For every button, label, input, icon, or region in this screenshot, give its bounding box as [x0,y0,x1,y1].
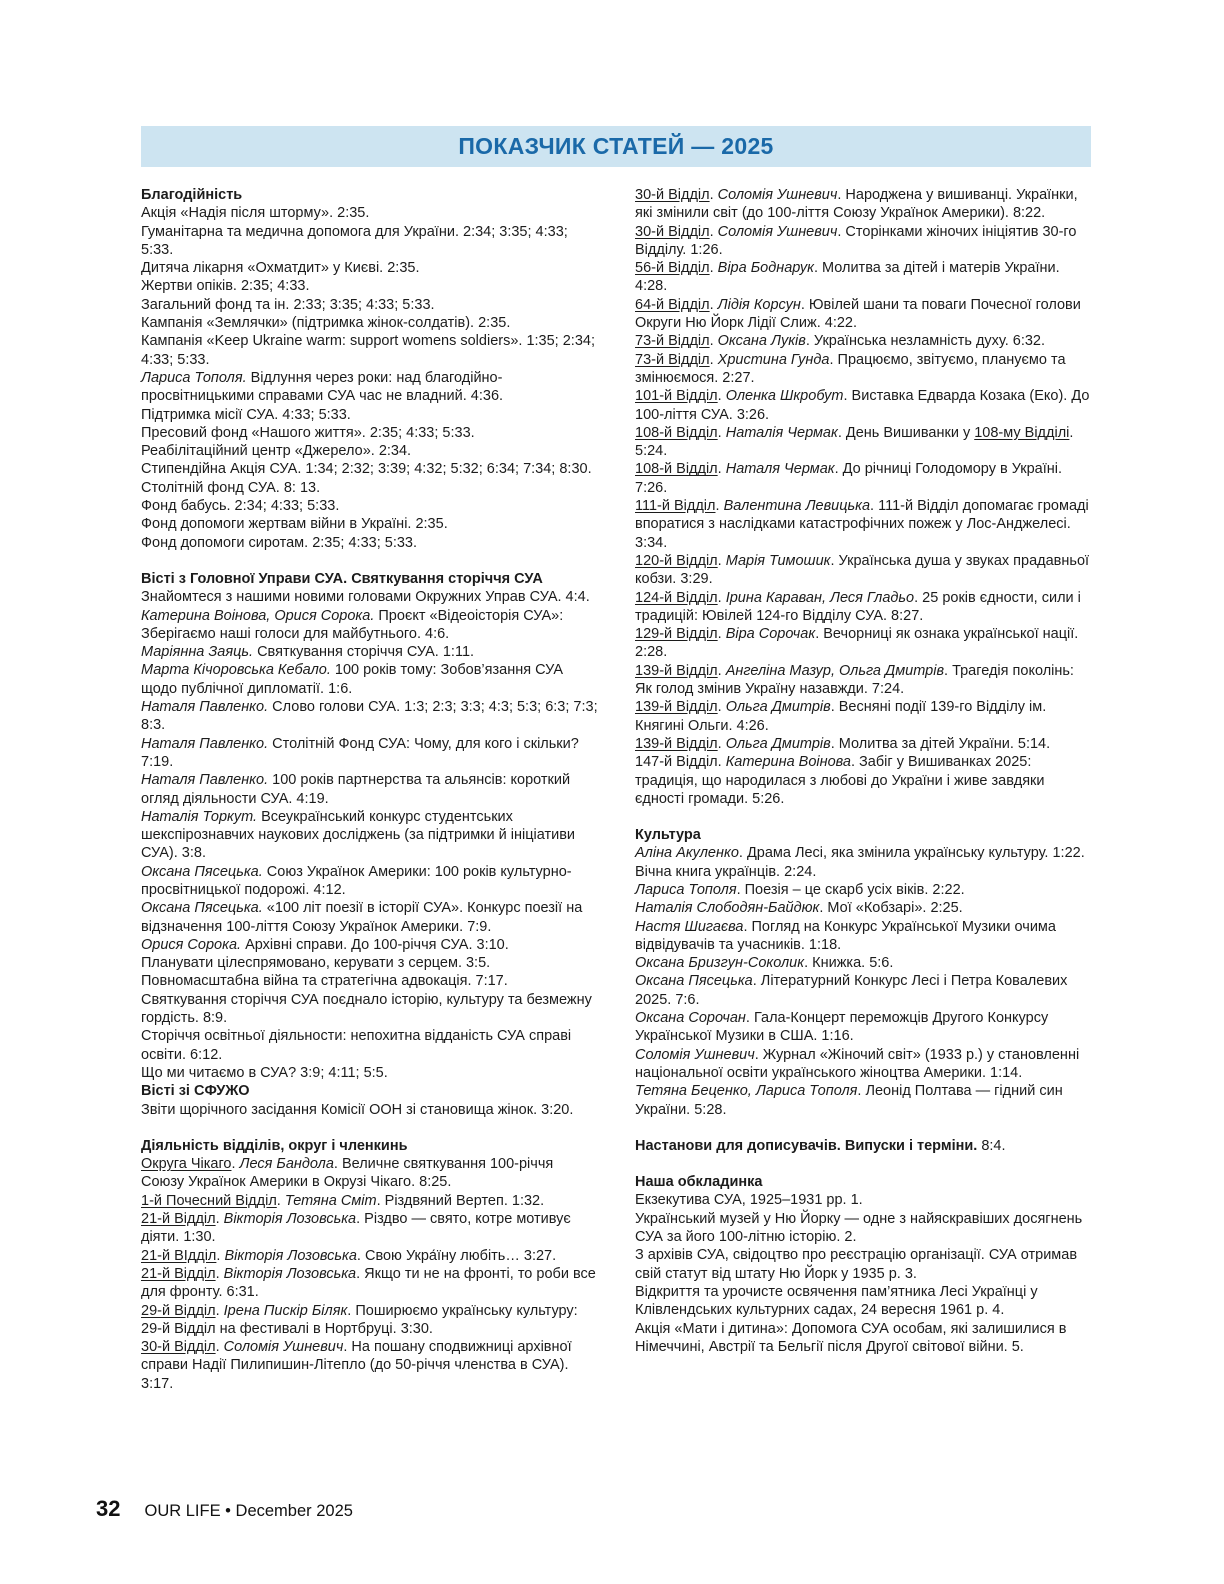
index-entry: 21-й Відділ. Вікторія Лозовська. Різдво — свято, котре мотивує діяти. 1:30. [141,1211,571,1246]
index-entry: 139-й Відділ. Ольга Дмитрів. Весняні події 139-го Відділу ім. Княгині Ольги. 4:26. [635,699,1047,734]
page-title: ПОКАЗЧИК СТАТЕЙ — 2025 [458,133,774,159]
index-title-banner [141,126,1091,167]
index-entry: 64-й Відділ. Лідія Корсун. Ювілей шани та поваги Почесної голови Округи Ню Йорк Лідії Слиж. 4:22. [635,296,1081,332]
index-entry: Лариса Тополя. Відлуння через роки: над благодійно-просвітницькими справами СУА час не владний. 4:36. [141,369,504,405]
index-entry: Підтримка місії СУА. 4:33; 5:33. [141,406,351,423]
index-entry: 139-й Відділ. Ольга Дмитрів. Молитва за дітей України. 5:14. [635,735,1051,752]
index-entry: Катерина Воінова, Орися Сорока. Проєкт «Відеоісторія СУА»: Зберігаємо наші голоси для майбутнього. 4:6. [141,607,564,642]
index-entry: Оксана Пясецька. Союз Українок Америки: 100 років культурно-просвітницької подорожі. 4:12. [141,863,572,898]
section-heading: Діяльність відділів, округ і членкинь [141,1137,408,1154]
index-entry: 30-й Відділ. Соломія Ушневич. Народжена у вишиванці. Українки, які змінили світ (до 100-ліття Союзу Українок Америки). 8:22. [635,187,1078,222]
index-column-left [141,186,599,1393]
page-footer [96,1496,353,1522]
index-entry: 147-й Відділ. Катерина Воінова. Забіг у Вишиванках 2025: традиція, що народилася з любові до України і живе завдяки єдності громади. 5:26. [635,754,1045,807]
index-entry: 56-й Відділ. Віра Боднарук. Молитва за дітей і матерів України. 4:28. [635,260,1060,295]
index-entry: 29-й Відділ. Ірена Пискір Біляк. Поширюємо українську культуру: 29-й Відділ на фестивалі в Нортбруці. 3:30. [141,1302,578,1337]
index-columns [141,186,1093,1393]
index-entry: 21-й Відділ. Вікторія Лозовська. Якщо ти не на фронті, то роби все для фронту. 6:31. [141,1265,596,1301]
index-entry: Столітній фонд СУА. 8: 13. [141,479,321,496]
index-entry: Акція «Надія після шторму». 2:35. [141,205,370,222]
index-entry: Акція «Мати і дитина»: Допомога СУА особам, які залишилися в Німеччині, Австрії та Бельгії після Другої світової війни. 5. [635,1320,1067,1355]
index-entry: 111-й Відділ. Валентина Левицька. 111-й Відділ допомагає громаді впоратися з наслідками катастрофічних пожеж у Лос-Анджелесі. 3:34. [635,498,1089,551]
index-entry: Наталія Торкут. Всеукраїнський конкурс студентських шекспірознавчих наукових досліджень (за підтримки й ініціативи СУА). 3:8. [141,808,576,862]
index-entry: Фонд бабусь. 2:34; 4:33; 5:33. [141,498,340,515]
index-section [141,1082,599,1119]
index-entry: Фонд допомоги сиротам. 2:35; 4:33; 5:33. [141,534,418,551]
index-entry: 124-й Відділ. Ірина Караван, Леся Гладьо. 25 років єдности, сили і традицій: Ювілей 124-го Відділу СУА. 8:27. [635,589,1081,624]
index-entry: Оксана Пясецька. Літературний Конкурс Лесі і Петра Ковалевих 2025. 7:6. [635,973,1068,1008]
index-section [141,186,599,552]
index-entry: Екзекутива СУА, 1925–1931 рр. 1. [635,1192,863,1209]
index-entry: Оксана Бризгун-Соколик. Книжка. 5:6. [635,955,894,972]
index-entry: Маріянна Заяць. Святкування сторіччя СУА. 1:11. [141,644,475,661]
index-entry: Святкування сторіччя СУА поєднало історію, культуру та безмежну гордість. 8:9. [141,991,592,1027]
issue-label: OUR LIFE • December 2025 [144,1502,353,1520]
index-entry: Що ми читаємо в СУА? 3:9; 4:11; 5:5. [141,1064,388,1081]
section-heading: Вісті з Головної Управи СУА. Святкування сторіччя СУА [141,570,543,587]
index-entry: Настя Шигаєва. Погляд на Конкурс Української Музики очима відвідувачів та учасників. 1:18. [635,918,1056,953]
index-entry: 139-й Відділ. Ангеліна Мазур, Ольга Дмитрів. Трагедія поколінь: Як голод змінив Україну назавжди. 7:24. [635,662,1074,698]
index-entry: Фонд допомоги жертвам війни в Україні. 2:35. [141,516,448,533]
index-entry: 1-й Почесний Відділ. Тетяна Сміт. Різдвяний Вертеп. 1:32. [141,1192,545,1209]
index-entry: Наталія Слободян-Байдюк. Мої «Кобзарі». 2:25. [635,900,963,917]
index-entry: Оксана Пясецька. «100 літ поезії в історії СУА». Конкурс поезії на відзначення 100-ліття Союзу Українок Америки. 7:9. [141,900,583,935]
index-entry: Відкриття та урочисте освячення пам’ятника Лесі Українці у Клівлендських культурних садах, 24 вересня 1961 р. 4. [635,1283,1038,1319]
index-entry: Загальний фонд та ін. 2:33; 3:35; 4:33; 5:33. [141,296,435,313]
index-entry: 30-й Відділ. Соломія Ушневич. Сторінками жіночих ініціятив 30-го Відділу. 1:26. [635,223,1077,258]
index-section [635,826,1093,1119]
index-entry: Кампанія «Землячки» (підтримка жінок-солдатів). 2:35. [141,315,511,332]
index-entry: Соломія Ушневич. Журнал «Жіночий світ» (1933 р.) у становленні національної освіти українського жіноцтва Америки. 1:14. [635,1046,1080,1081]
section-heading: Вісті зі СФУЖО [141,1083,250,1100]
index-section [635,186,1093,808]
index-entry: 21-й ВІдділ. Вікторія Лозовська. Свою Укра́їну любіть… 3:27. [141,1247,557,1264]
index-entry: Марта Кічоровська Кебало. 100 років тому: Зобов’язання СУА щодо публічної дипломатії. 1:6. [141,662,563,697]
index-entry: Вічна книга українців. 2:24. [635,863,817,880]
page-number: 32 [96,1496,121,1521]
index-entry: Дитяча лікарня «Охматдит» у Києві. 2:35. [141,260,420,277]
index-entry: Наталя Павленко. Слово голови СУА. 1:3; 2:3; 3:3; 4:3; 5:3; 6:3; 7:3; 8:3. [141,699,598,734]
index-entry: Український музей у Ню Йорку — одне з найяскравіших досягнень СУА за його 100-літню історію. 2. [635,1210,1083,1246]
index-entry: Гуманітарна та медична допомога для України. 2:34; 3:35; 4:33; 5:33. [141,223,568,258]
index-entry: Планувати цілеспрямовано, керувати з серцем. 3:5. [141,955,491,972]
index-entry: Реабілітаційний центр «Джерело». 2:34. [141,443,412,460]
index-section [141,1137,599,1393]
index-entry: Аліна Акуленко. Драма Лесі, яка змінила українську культуру. 1:22. [635,845,1085,862]
index-entry: Жертви опіків. 2:35; 4:33. [141,278,310,295]
index-entry: 108-й Відділ. Наталя Чермак. До річниці Голодомору в Україні. 7:26. [635,461,1063,496]
index-entry: З архівів СУА, свідоцтво про реєстрацію організації. СУА отримав свій статут від штату Ню Йорк у 1935 р. 3. [635,1247,1078,1282]
index-entry: 120-й Відділ. Марія Тимошик. Українська душа у звуках прадавньої кобзи. 3:29. [635,552,1090,588]
index-entry: 129-й Відділ. Віра Сорочак. Вечорниці як ознака української нації. 2:28. [635,626,1079,661]
index-entry: Округа Чікаго. Леся Бандола. Величне святкування 100-річчя Союзу Українок Америки в Окрузі Чікаго. 8:25. [141,1156,554,1191]
index-entry: 101-й Відділ. Оленка Шкробут. Виставка Едварда Козака (Еко). До 100-ліття СУА. 3:26. [635,388,1090,423]
index-entry: Звіти щорічного засідання Комісії ООН зі становища жінок. 3:20. [141,1101,574,1118]
index-entry: Орися Сорока. Архівні справи. До 100-річчя СУА. 3:10. [141,936,509,953]
section-heading: Наша обкладинка [635,1174,763,1191]
index-entry: Наталя Павленко. Столітній Фонд СУА: Чому, для кого і скільки? 7:19. [141,735,579,770]
index-section [141,570,599,1082]
index-entry: 108-й Відділ. Наталія Чермак. День Вишиванки у 108-му Відділі. 5:24. [635,424,1074,460]
index-entry: 73-й Відділ. Христина Гунда. Працюємо, звітуємо, плануємо та змінюємося. 2:27. [635,351,1066,386]
section-heading: Благодійність [141,187,243,203]
index-entry: Повномасштабна війна та стратегічна адвокація. 7:17. [141,973,508,990]
index-entry: Оксана Сорочан. Гала-Концерт переможців Другого Конкурсу Української Музики в США. 1:16. [635,1010,1049,1045]
section-heading: Культура [635,827,701,844]
index-entry: Стипендійна Акція СУА. 1:34; 2:32; 3:39; 4:32; 5:32; 6:34; 7:34; 8:30. [141,461,592,478]
index-entry: Знайомтеся з нашими новими головами Окружних Управ СУА. 4:4. [141,589,590,606]
index-section [635,1173,1093,1356]
index-entry: Настанови для дописувачів. Випуски і терміни. 8:4. [635,1137,1006,1154]
index-entry: 30-й Відділ. Соломія Ушневич. На пошану сподвижниці архівної справи Надії Пилипишин-Літепло (до 50-річчя членства в СУА). 3:17. [141,1339,572,1392]
index-column-right [635,186,1093,1393]
index-entry: Наталя Павленко. 100 років партнерства та альянсів: короткий огляд діяльности СУА. 4:19. [141,772,571,807]
index-entry: 73-й Відділ. Оксана Луків. Українська незламність духу. 6:32. [635,333,1046,350]
index-entry: Тетяна Беценко, Лариса Тополя. Леонід Полтава — гідний син України. 5:28. [635,1083,1063,1118]
index-entry: Сторіччя освітньої діяльности: непохитна відданість СУА справі освіти. 6:12. [141,1028,572,1063]
index-entry: Лариса Тополя. Поезія – це скарб усіх віків. 2:22. [635,881,965,898]
index-entry: Кампанія «Keep Ukraine warm: support womens soldiers». 1:35; 2:34; 4:33; 5:33. [141,333,595,368]
index-section [635,1137,1093,1155]
index-entry: Пресовий фонд «Нашого життя». 2:35; 4:33; 5:33. [141,424,475,441]
